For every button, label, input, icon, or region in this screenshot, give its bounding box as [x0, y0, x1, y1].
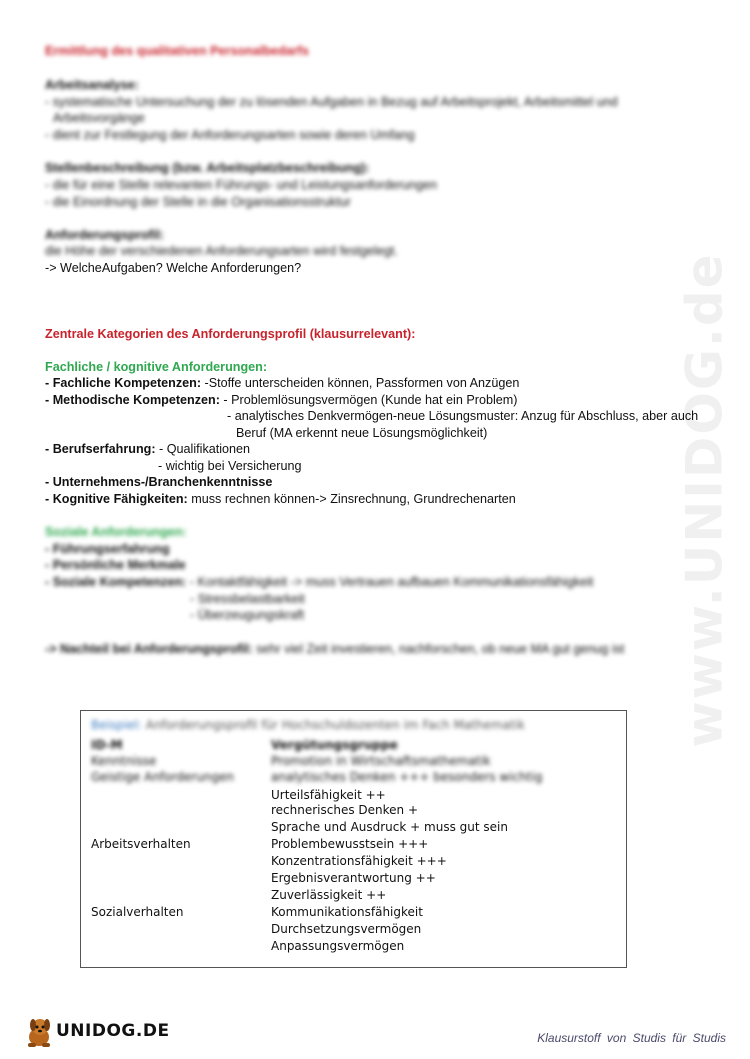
nachteil-label: -> Nachteil bei Anforderungsprofil:	[45, 642, 253, 656]
methodische-kompetenzen-line	[45, 392, 517, 409]
unternehmenskenntnisse-line: - Unternehmens-/Branchenkenntnisse	[45, 475, 273, 489]
table-r5c2: Sprache und Ausdruck + muss gut sein	[271, 820, 508, 834]
methodische-kompetenzen-line-3: Beruf (MA erkennt neue Lösungsmöglichkeit)	[236, 426, 488, 440]
table-r4c2: rechnerisches Denken +	[271, 803, 419, 817]
kognitive-faehigkeiten-text: muss rechnen können-> Zinsrechnung, Grundrechenarten	[187, 492, 516, 506]
table-blurred-header	[81, 711, 626, 795]
logo-text: UNIDOG.DE	[56, 1021, 170, 1041]
anforderungsprofil-line-2: -> WelcheAufgaben? Welche Anforderungen?	[45, 261, 302, 275]
table-r11c2: Durchsetzungsvermögen	[271, 922, 422, 936]
fachliche-kompetenzen-text: -Stoffe unterscheiden können, Passformen von Anzügen	[201, 376, 520, 390]
anforderungsprofil-table	[80, 710, 627, 968]
methodische-kompetenzen-text: - Problemlösungsvermögen (Kunde hat ein Problem)	[219, 393, 518, 407]
table-r10c1: Sozialverhalten	[91, 905, 184, 919]
berufserfahrung-line-2: - wichtig bei Versicherung	[158, 459, 302, 473]
methodische-kompetenzen-line-2: - analytisches Denkvermögen-neue Lösungsmuster: Anzug für Abschluss, aber auch	[227, 409, 699, 423]
table-r6c2: Problembewusstsein +++	[271, 837, 429, 851]
footer-tagline: Klausurstoff von Studis für Studis	[537, 1031, 726, 1045]
stellenbeschreibung-line-2: - die Einordnung der Stelle in die Organisationsstruktur	[45, 195, 351, 209]
methodische-kompetenzen-label: - Methodische Kompetenzen:	[45, 393, 220, 407]
nachteil-line	[45, 641, 624, 658]
nachteil-text: sehr viel Zeit investieren, nachforschen, ob neue MA gut genug ist	[252, 642, 625, 656]
table-r2c2: analytisches Denken +++ besonders wichtig	[271, 770, 543, 784]
arbeitsanalyse-line-3: - dient zur Festlegung der Anforderungsarten sowie deren Umfang	[45, 128, 415, 142]
heading-arbeitsanalyse: Arbeitsanalyse:	[45, 78, 139, 92]
table-caption	[91, 717, 525, 734]
soziale-kompetenzen-label: - Soziale Kompetenzen:	[45, 575, 187, 589]
table-r6c1: Arbeitsverhalten	[91, 837, 191, 851]
anforderungsprofil-line-1: die Höhe der verschiedenen Anforderungsarten wird festgelegt.	[45, 244, 398, 258]
table-r7c2: Konzentrationsfähigkeit +++	[271, 854, 447, 868]
table-r10c2: Kommunikationsfähigkeit	[271, 905, 423, 919]
table-r1c1: Kenntnisse	[91, 754, 157, 768]
fachliche-kompetenzen-line	[45, 375, 519, 392]
soziale-kompetenzen-text: - Kontaktfähigkeit -> muss Vertrauen aufbauen Kommunikationsfähigkeit	[186, 575, 594, 589]
watermark	[660, 250, 750, 750]
arbeitsanalyse-line-1: - systematische Untersuchung der zu lösenden Aufgaben in Bezug auf Arbeitsprojekt, Arbeitsmittel und	[45, 95, 618, 109]
heading-anforderungsprofil: Anforderungsprofil:	[45, 228, 164, 242]
heading-stellenbeschreibung: Stellenbeschreibung (bzw. Arbeitsplatzbeschreibung):	[45, 161, 370, 175]
fachliche-kompetenzen-label: - Fachliche Kompetenzen:	[45, 376, 202, 390]
kognitive-faehigkeiten-line	[45, 491, 516, 508]
stellenbeschreibung-line-1: - die für eine Stelle relevanten Führungs- und Leistungsanforderungen	[45, 178, 438, 192]
table-r3c2: Urteilsfähigkeit ++	[271, 788, 386, 802]
sozial-line-1: - Führungserfahrung	[45, 542, 170, 556]
section-title-qualitativ: Ermittlung des qualitativen Personalbedarfs	[45, 44, 309, 58]
sozial-line-5: - Überzeugungskraft	[190, 608, 305, 622]
sozial-line-2: - Persönliche Merkmale	[45, 558, 186, 572]
berufserfahrung-text: - Qualifikationen	[155, 442, 251, 456]
dog-mascot-icon	[22, 1015, 56, 1049]
table-r8c2: Ergebnisverantwortung ++	[271, 871, 436, 885]
table-col1-header: ID-M	[91, 738, 123, 752]
heading-fachlich: Fachliche / kognitive Anforderungen:	[45, 360, 268, 374]
table-r1c2: Promotion in Wirtschaftsmathematik	[271, 754, 491, 768]
table-col2-header: Vergütungsgruppe	[271, 738, 398, 752]
section-title-zentral: Zentrale Kategorien des Anforderungsprofil (klausurrelevant):	[45, 327, 416, 341]
unidog-logo	[22, 1015, 170, 1049]
sozial-line-3	[45, 574, 593, 591]
sozial-line-4: - Stressbelastbarkeit	[190, 592, 305, 606]
table-r9c2: Zuverlässigkeit ++	[271, 888, 387, 902]
berufserfahrung-label: - Berufserfahrung:	[45, 442, 156, 456]
kognitive-faehigkeiten-label: - Kognitive Fähigkeiten:	[45, 492, 188, 506]
table-caption-prefix: Beispiel:	[91, 718, 142, 732]
berufserfahrung-line	[45, 441, 250, 458]
table-r2c1: Geistige Anforderungen	[91, 770, 234, 784]
table-r12c2: Anpassungsvermögen	[271, 939, 405, 953]
watermark-text: www.UNIDOG.de	[676, 252, 735, 748]
table-caption-text: Anforderungsprofil für Hochschuldozenten im Fach Mathematik	[141, 718, 525, 732]
heading-sozial: Soziale Anforderungen:	[45, 525, 187, 539]
arbeitsanalyse-line-2: Arbeitsvorgänge	[53, 111, 145, 125]
